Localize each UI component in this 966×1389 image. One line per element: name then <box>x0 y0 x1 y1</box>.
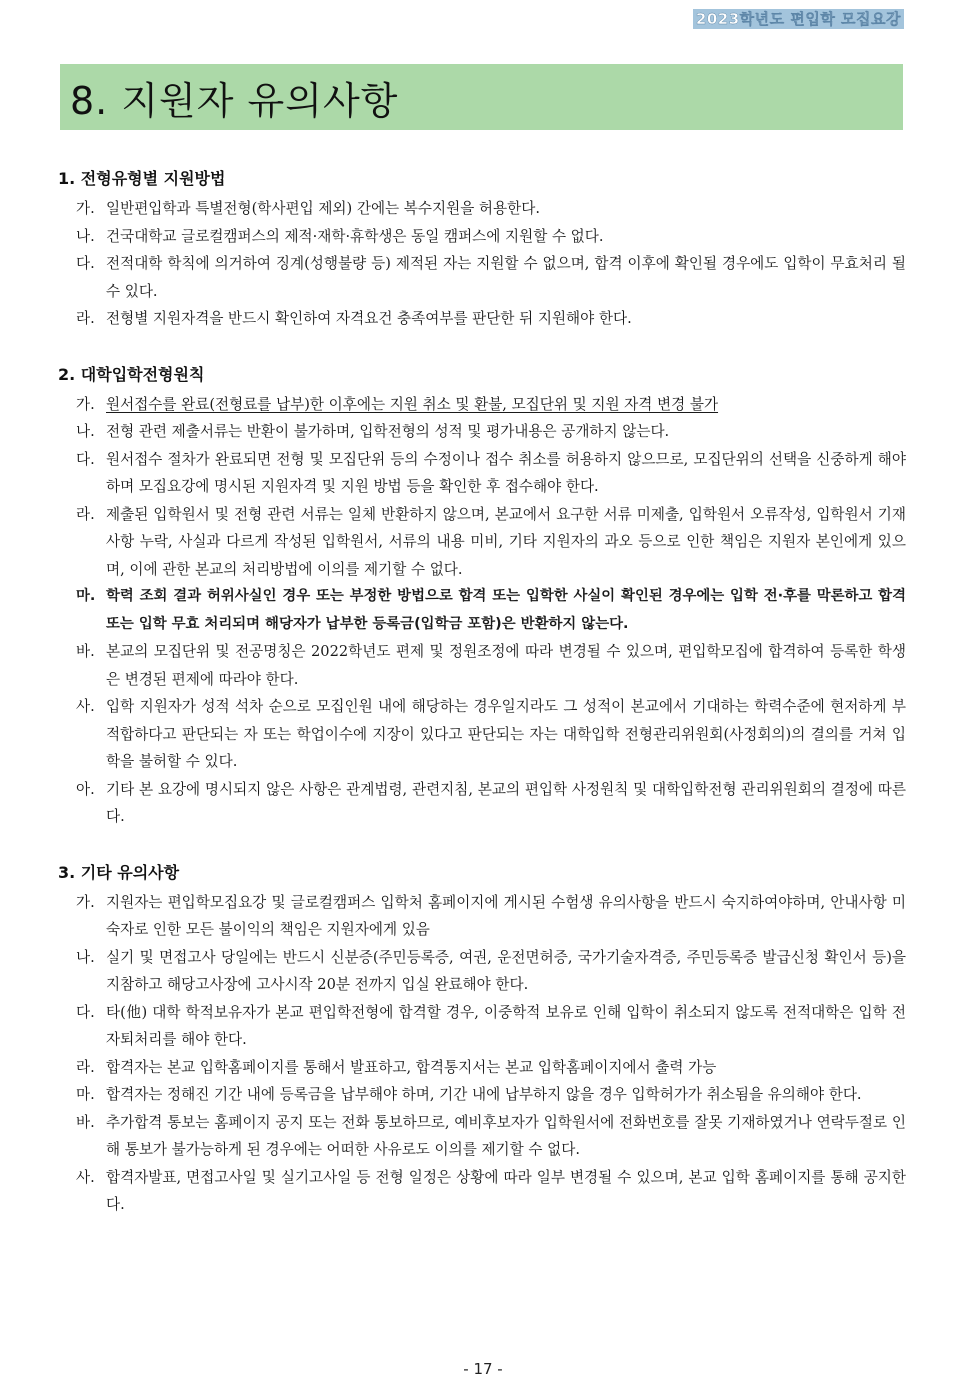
item-mark: 마. <box>76 1086 95 1103</box>
item-text: 합격자발표, 면접고사일 및 실기고사일 등 전형 일정은 상황에 따라 일부 변경될 수 있으며, 본교 입학 홈페이지를 통해 공지한다. <box>106 1168 906 1213</box>
list-item <box>58 1054 906 1082</box>
content-area <box>58 165 906 1247</box>
list-item <box>58 418 906 446</box>
item-mark: 나. <box>76 227 95 245</box>
section-admission-principles <box>58 361 906 831</box>
page-number: - 17 - <box>463 1360 503 1378</box>
item-text: 합격자는 정해진 기간 내에 등록금을 납부해야 하며, 기간 내에 납부하지 않을 경우 입학허가가 취소됨을 유의해야 한다. <box>106 1086 862 1103</box>
item-mark: 마. <box>76 588 96 604</box>
page-title: 8. 지원자 유의사항 <box>70 78 399 123</box>
item-mark: 가. <box>76 200 95 217</box>
item-mark: 라. <box>76 310 95 327</box>
item-text: 지원자는 편입학모집요강 및 글로컬캠퍼스 입학처 홈페이지에 게시된 수험생 유의사항을 반드시 숙지하여야하며, 안내사항 미숙자로 인한 모든 불이익의 책임은 지원자에게 있음 <box>106 893 906 938</box>
item-mark: 바. <box>76 1113 95 1131</box>
item-mark: 다. <box>76 450 95 468</box>
header-document-tag: 2023학년도 편입학 모집요강 <box>693 9 904 29</box>
item-text: 전형 관련 제출서류는 반환이 불가하며, 입학전형의 성적 및 평가내용은 공개하지 않는다. <box>106 423 670 440</box>
item-text: 전형별 지원자격을 반드시 확인하여 자격요건 충족여부를 판단한 뒤 지원해야 한다. <box>106 310 632 327</box>
item-mark: 사. <box>76 1168 95 1186</box>
item-mark: 바. <box>76 643 95 660</box>
list-item <box>58 999 906 1054</box>
list-item <box>58 501 906 584</box>
item-text: 타(他) 대학 학적보유자가 본교 편입학전형에 합격할 경우, 이중학적 보유로 인해 입학이 취소되지 않도록 전적대학은 입학 전 자퇴처리를 해야 한다. <box>106 1003 906 1048</box>
item-mark: 아. <box>76 780 95 798</box>
list-item <box>58 944 906 999</box>
item-mark: 다. <box>76 255 95 272</box>
item-mark: 라. <box>76 1058 95 1076</box>
item-mark: 다. <box>76 1003 95 1021</box>
item-text: 실기 및 면접고사 당일에는 반드시 신분증(주민등록증, 여권, 운전면허증, 국가기술자격증, 주민등록증 발급신청 확인서 등)을 지참하고 해당고사장에 고사시작 20분 전까지 입실 완료해야 한다. <box>106 948 906 993</box>
list-item <box>58 693 906 776</box>
list-item <box>58 223 906 251</box>
section-application-method <box>58 165 906 333</box>
list-item <box>58 1109 906 1164</box>
item-text: 제출된 입학원서 및 전형 관련 서류는 일체 반환하지 않으며, 본교에서 요구한 서류 미제출, 입학원서 오류작성, 입학원서 기재사항 누락, 사실과 다르게 작성된 입학원서, 서류의 내용 미비, 기타 지원자의 과오 등으로 인한 책임은 지원자 본인에게 있으며, 이에 관한 본교의 처리방법에 이의를 제기할 수 없다. <box>106 505 906 578</box>
section-title: 2. 대학입학전형원칙 <box>58 364 205 384</box>
item-text: 학력 조회 결과 허위사실인 경우 또는 부정한 방법으로 합격 또는 입학한 사실이 확인된 경우에는 입학 전·후를 막론하고 합격 또는 입학 무효 처리되며 해당자가 납부한 등록금(입학금 포함)은 반환하지 않는다. <box>106 588 906 632</box>
item-mark: 라. <box>76 505 95 523</box>
item-mark: 나. <box>76 948 95 966</box>
section-title: 3. 기타 유의사항 <box>58 862 180 882</box>
item-text <box>106 391 906 419</box>
chapter-title-bar <box>60 64 903 130</box>
item-text: 건국대학교 글로컬캠퍼스의 제적·재학·휴학생은 동일 캠퍼스에 지원할 수 없다. <box>106 227 604 245</box>
item-text: 전적대학 학칙에 의거하여 징계(성행불량 등) 제적된 자는 지원할 수 없으며, 합격 이후에 확인될 경우에도 입학이 무효처리 될 수 있다. <box>106 255 906 300</box>
section-other-notes <box>58 859 906 1219</box>
list-item-emphasized <box>58 583 906 638</box>
list-item <box>58 889 906 944</box>
list-item <box>58 391 906 419</box>
item-mark: 가. <box>76 395 95 413</box>
item-text: 본교의 모집단위 및 전공명칭은 2022학년도 편제 및 정원조정에 따라 변경될 수 있으며, 편입학모집에 합격하여 등록한 학생은 변경된 편제에 따라야 한다. <box>106 643 906 688</box>
list-item <box>58 195 906 223</box>
item-text: 합격자는 본교 입학홈페이지를 통해서 발표하고, 합격통지서는 본교 입학홈페이지에서 출력 가능 <box>106 1058 717 1076</box>
underlined-text: 원서접수를 완료(전형료를 납부)한 이후에는 지원 취소 및 환불, 모집단위 및 지원 자격 변경 불가 <box>106 395 719 413</box>
item-mark: 가. <box>76 893 95 911</box>
section-title: 1. 전형유형별 지원방법 <box>58 169 226 188</box>
item-text: 추가합격 통보는 홈페이지 공지 또는 전화 통보하므로, 예비후보자가 입학원서에 전화번호를 잘못 기재하였거나 연락두절로 인해 통보가 불가능하게 된 경우에는 어떠한 사유로도 이의를 제기할 수 없다. <box>106 1113 906 1158</box>
list-item <box>58 250 906 305</box>
item-text: 기타 본 요강에 명시되지 않은 사항은 관계법령, 관련지침, 본교의 편입학 사정원칙 및 대학입학전형 관리위원회의 결정에 따른다. <box>106 780 906 825</box>
list-item <box>58 446 906 501</box>
item-text: 원서접수 절차가 완료되면 전형 및 모집단위 등의 수정이나 접수 취소를 허용하지 않으므로, 모집단위의 선택을 신중하게 해야 하며 모집요강에 명시된 지원자격 및 지원 방법 등을 확인한 후 접수해야 한다. <box>106 450 906 495</box>
item-mark: 사. <box>76 698 95 715</box>
list-item <box>58 1164 906 1219</box>
item-text: 일반편입학과 특별전형(학사편입 제외) 간에는 복수지원을 허용한다. <box>106 200 540 217</box>
item-mark: 나. <box>76 423 95 440</box>
list-item <box>58 776 906 831</box>
list-item <box>58 1081 906 1109</box>
list-item <box>58 305 906 333</box>
list-item <box>58 638 906 693</box>
item-text: 입학 지원자가 성적 석차 순으로 모집인원 내에 해당하는 경우일지라도 그 성적이 본교에서 기대하는 학력수준에 현저하게 부적합하다고 판단되는 자 또는 학업이수에 지장이 있다고 판단되는 자는 대학입학 전형관리위원회(사정회의)의 결의를 거쳐 입학을 불허할 수 있다. <box>106 698 906 770</box>
